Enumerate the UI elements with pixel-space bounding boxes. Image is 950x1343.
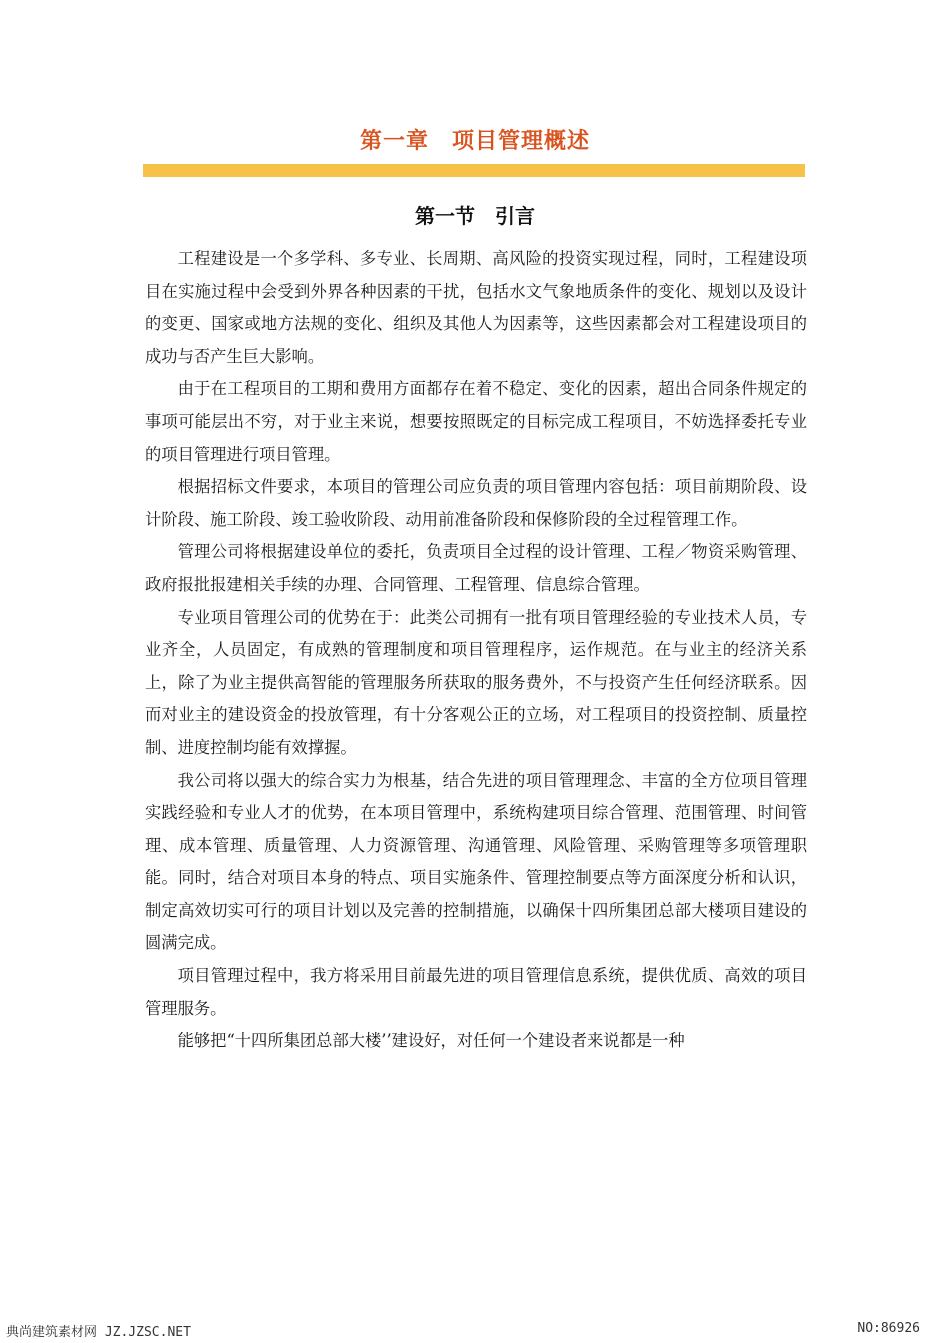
section-title: 第一节 引言	[415, 204, 535, 228]
paragraph: 工程建设是一个多学科、多专业、长周期、高风险的投资实现过程，同时，工程建设项目在实施过程中会受到外界各种因素的干扰，包括水文气象地质条件的变化、规划以及设计的变更、国家或地方法规的变化、组织及其他人为因素等，这些因素都会对工程建设项目的成功与否产生巨大影响。	[145, 249, 807, 366]
paragraph: 根据招标文件要求，本项目的管理公司应负责的项目管理内容包括：项目前期阶段、设计阶段、施工阶段、竣工验收阶段、动用前准备阶段和保修阶段的全过程管理工作。	[145, 477, 807, 529]
body-text	[145, 243, 807, 1058]
footer-number: NO:86926	[857, 1321, 920, 1336]
paragraph: 由于在工程项目的工期和费用方面都存在着不稳定、变化的因素，超出合同条件规定的事项可能层出不穷，对于业主来说，想要按照既定的目标完成工程项目，不妨选择委托专业的项目管理进行项目管理。	[145, 379, 807, 464]
footer-watermark: 典尚建筑素材网 JZ.JZSC.NET	[6, 1325, 191, 1340]
chapter-title: 第一章 项目管理概述	[359, 129, 590, 154]
paragraph: 专业项目管理公司的优势在于：此类公司拥有一批有项目管理经验的专业技术人员，专业齐全，人员固定，有成熟的管理制度和项目管理程序，运作规范。在与业主的经济关系上，除了为业主提供高智能的管理服务所获取的服务费外，不与投资产生任何经济联系。因而对业主的建设资金的投放管理，有十分客观公正的立场，对工程项目的投资控制、质量控制、进度控制均能有效撑握。	[145, 607, 807, 757]
paragraph: 项目管理过程中，我方将采用目前最先进的项目管理信息系统，提供优质、高效的项目管理服务。	[145, 966, 807, 1018]
paragraph: 能够把“十四所集团总部大楼’’建设好，对任何一个建设者来说都是一种	[177, 1031, 685, 1051]
paragraph: 我公司将以强大的综合实力为根基，结合先进的项目管理理念、丰富的全方位项目管理实践经验和专业人才的优势，在本项目管理中，系统构建项目综合管理、范围管理、时间管理、成本管理、质量管理、人力资源管理、沟通管理、风险管理、采购管理等多项管理职能。同时，结合对项目本身的特点、项目实施条件、管理控制要点等方面深度分析和认识，制定高效切实可行的项目计划以及完善的控制措施，以确保十四所集团总部大楼项目建设的圆满完成。	[145, 770, 807, 953]
paragraph: 管理公司将根据建设单位的委托，负责项目全过程的设计管理、工程／物资采购管理、政府报批报建相关手续的办理、合同管理、工程管理、信息综合管理。	[145, 542, 807, 594]
chapter-underline-bar	[143, 164, 805, 177]
